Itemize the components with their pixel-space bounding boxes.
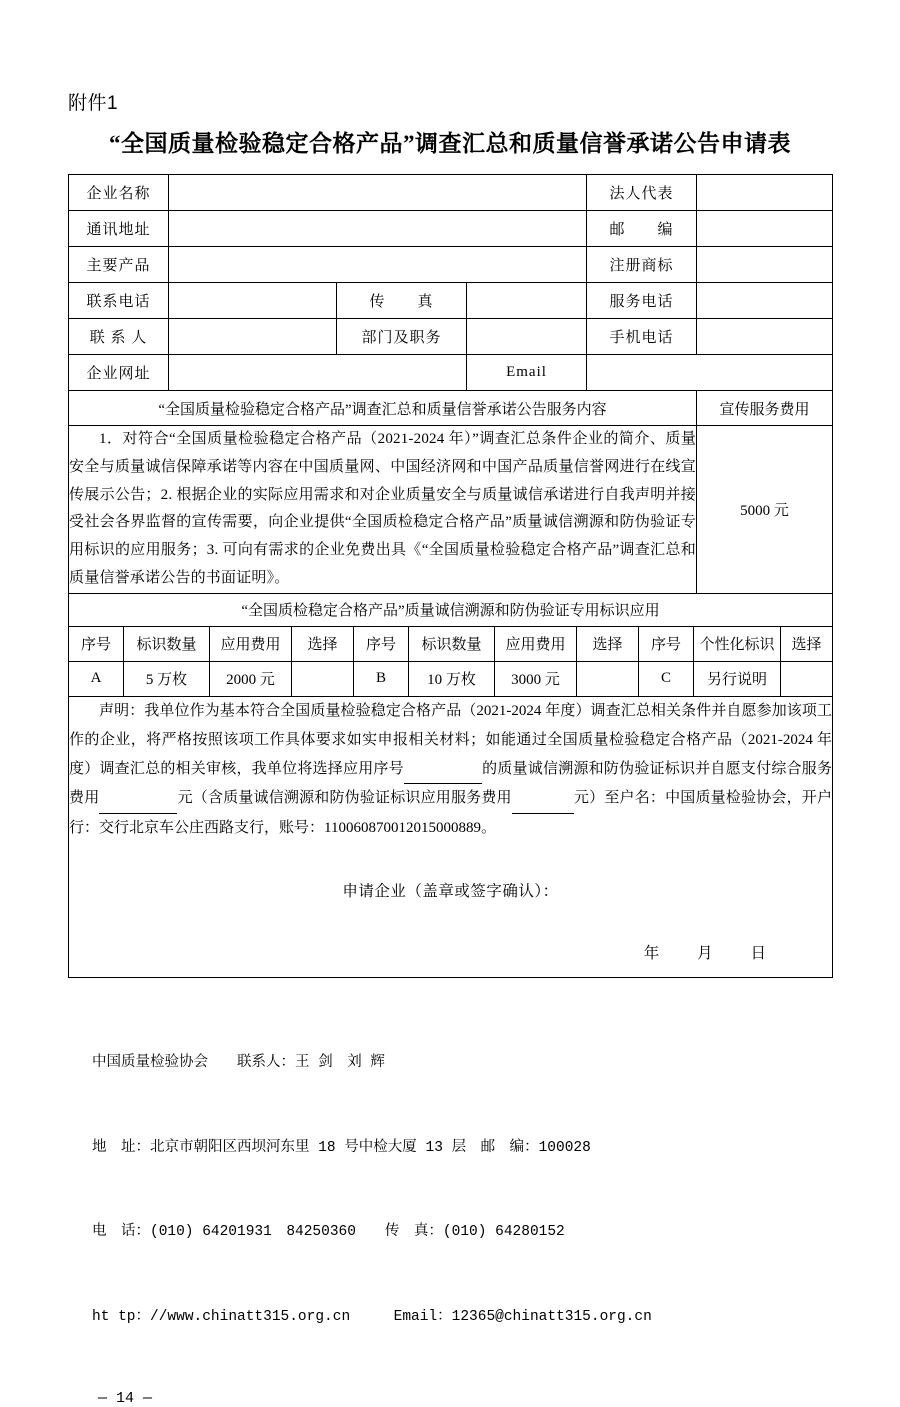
mark-title-row [69,593,833,626]
service-fee-header: 宣传服务费用 [697,391,833,426]
mark-col-seq-3: 序号 [639,626,694,661]
table-row [69,211,833,247]
email-label: Email [467,355,587,391]
mark-seq-a: A [69,661,124,696]
footer-contact-block [68,992,832,1388]
declaration-text-3: 元（含质量诚信溯源和防伪验证标识应用服务费用 [177,790,512,807]
footer-line-address: 地 址：北京市朝阳区西坝河东里 18 号中检大厦 13 层 邮 编：100028 [92,1139,591,1156]
dept-title-label: 部门及职务 [337,319,467,355]
footer-line-association: 中国质量检验协会 联系人：王 剑 刘 辉 [92,1054,385,1071]
main-product-label: 主要产品 [69,247,169,283]
postcode-label: 邮 编 [587,211,697,247]
mark-col-qty-1: 标识数量 [124,626,210,661]
contact-label: 联 系 人 [69,319,169,355]
service-body-row [69,426,833,594]
mark-fee-a: 2000 元 [210,661,292,696]
mark-col-select-3: 选择 [781,626,833,661]
mark-col-fee-1: 应用费用 [210,626,292,661]
company-name-value[interactable] [169,175,587,211]
mark-data-row [69,661,833,696]
postcode-value[interactable] [697,211,833,247]
declaration-text-4: 元）至户名：中国质量检验协会，开户行：交行北京车公庄西路支行，账号：110060870012015000889。 [69,790,832,836]
mark-header-row [69,626,833,661]
website-value[interactable] [169,355,467,391]
mobile-label: 手机电话 [587,319,697,355]
page-number: — 14 — [98,1389,153,1407]
service-content-body [69,426,697,594]
page-title: “全国质量检验稳定合格产品”调查汇总和质量信誉承诺公告申请表 [109,131,791,156]
fax-value[interactable] [467,283,587,319]
mark-select-c[interactable] [781,661,833,696]
declaration-cell [69,696,833,978]
legal-rep-value[interactable] [697,175,833,211]
mark-select-b[interactable] [577,661,639,696]
fax-label: 传 真 [337,283,467,319]
signature-line: 申请企业（盖章或签字确认）： [342,882,559,900]
contact-value[interactable] [169,319,337,355]
mobile-value[interactable] [697,319,833,355]
mark-qty-b: 10 万枚 [409,661,495,696]
main-product-value[interactable] [169,247,587,283]
date-day-label: 日 [750,944,766,962]
table-row [69,175,833,211]
application-form-table [68,174,833,627]
dept-title-value[interactable] [467,319,587,355]
document-page [0,88,900,1407]
service-content-text: 1．对符合“全国质量检验稳定合格产品（2021-2024 年）”调查汇总条件企业的简介、质量安全与质量诚信保障承诺等内容在中国质量网、中国经济网和中国产品质量信誉网进行在线宣传展示公告；2. 根据企业的实际应用需求和对企业质量安全与质量诚信承诺进行自我声明并接受社会各界监督的宣传需要，向企业提供“全国质检稳定合格产品”质量诚信溯源和防伪验证专用标识的应用服务；3. 可向有需求的企业免费出具《“全国质量检验稳定合格产品”调查汇总和质量信誉承诺公告的书面证明》。 [69,431,697,586]
company-name-label: 企业名称 [69,175,169,211]
address-value[interactable] [169,211,587,247]
date-line [69,939,832,969]
mark-seq-c: C [639,661,694,696]
trademark-value[interactable] [697,247,833,283]
service-tel-value[interactable] [697,283,833,319]
mark-fee-blank-field[interactable] [512,798,574,814]
email-value[interactable] [587,355,833,391]
address-label: 通讯地址 [69,211,169,247]
mark-custom-c: 另行说明 [694,661,781,696]
mark-col-select-1: 选择 [292,626,354,661]
service-tel-label: 服务电话 [587,283,697,319]
service-header-row [69,391,833,426]
date-year-label: 年 [643,944,660,962]
table-row [69,355,833,391]
mark-col-custom: 个性化标识 [694,626,781,661]
mark-seq-b: B [354,661,409,696]
mark-section-title: “全国质检稳定合格产品”质量诚信溯源和防伪验证专用标识应用 [69,593,833,626]
declaration-text-2: 的质量诚信溯源和防伪验证标识并自愿支付综合服务费用 [69,761,832,807]
mark-col-select-2: 选择 [577,626,639,661]
attachment-label: 附件1 [68,93,119,114]
service-content-header: “全国质量检验稳定合格产品”调查汇总和质量信誉承诺公告服务内容 [69,391,697,426]
legal-rep-label: 法人代表 [587,175,697,211]
service-fee-value: 5000 元 [697,426,833,594]
declaration-row [69,696,833,978]
date-month-label: 月 [697,944,713,962]
table-row [69,319,833,355]
mark-application-table [68,626,833,979]
mark-col-fee-2: 应用费用 [495,626,577,661]
mark-select-a[interactable] [292,661,354,696]
table-row [69,283,833,319]
tel-value[interactable] [169,283,337,319]
mark-col-qty-2: 标识数量 [409,626,495,661]
mark-col-seq-2: 序号 [354,626,409,661]
tel-label: 联系电话 [69,283,169,319]
seq-blank-field[interactable] [404,768,482,784]
mark-qty-a: 5 万枚 [124,661,210,696]
table-row [69,247,833,283]
declaration-text-1: 声明：我单位作为基本符合全国质量检验稳定合格产品（2021-2024 年度）调查汇总相关条件并自愿参加该项工作的企业，将严格按照该项工作具体要求如实申报相关材料；如能通过全国质量检验稳定合格产品（2021-2024 年度）调查汇总的相关审核，我单位将选择应用序号 [69,702,832,777]
footer-line-phone: 电 话：(010) 64201931 84250360 传 真：(010) 64280152 [92,1224,565,1241]
footer-line-web-email: ht tp：//www.chinatt315.org.cn Email：12365@chinatt315.org.cn [92,1309,652,1326]
mark-fee-b: 3000 元 [495,661,577,696]
fee-blank-field[interactable] [99,798,177,814]
mark-col-seq-1: 序号 [69,626,124,661]
website-label: 企业网址 [69,355,169,391]
trademark-label: 注册商标 [587,247,697,283]
